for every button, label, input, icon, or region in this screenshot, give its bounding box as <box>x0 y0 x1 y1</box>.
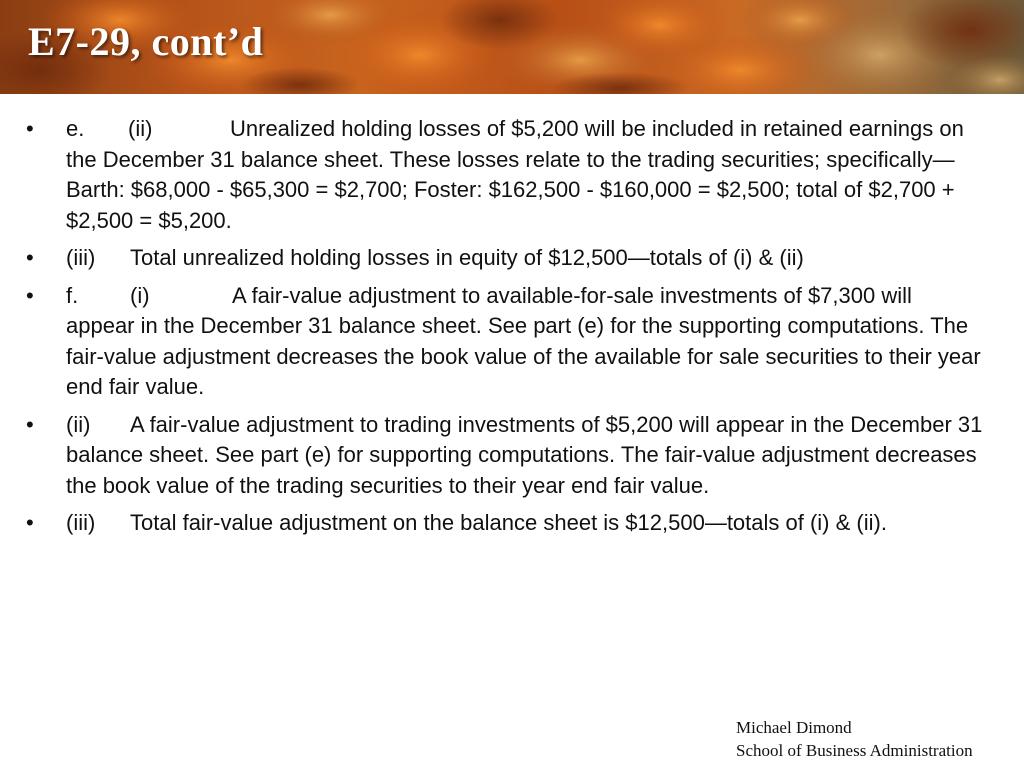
item-marker: f. <box>66 282 79 308</box>
item-marker: (iii) <box>66 510 96 535</box>
item-text: A fair-value adjustment to available-for-sale investments of $7,300 will appear in the December 31 balance sheet. See part (e) for the supporting computations. The fair-value adjustment decreases the book value of the available for sale securities to their year end fair value. <box>66 282 981 399</box>
bullet-icon: • <box>26 245 34 270</box>
slide-title: E7-29, cont’d <box>28 19 264 64</box>
bullet-icon: • <box>26 510 34 535</box>
list-item <box>26 243 986 274</box>
bullet-icon: • <box>26 411 34 437</box>
item-text: Total fair-value adjustment on the balance sheet is $12,500—totals of (i) & (ii). <box>130 510 887 535</box>
item-marker: (iii) <box>66 245 96 270</box>
item-marker: e. <box>66 116 85 141</box>
list-item <box>26 410 986 502</box>
footer-author: Michael Dimond <box>736 718 852 737</box>
bullet-icon: • <box>26 282 34 308</box>
bullet-icon: • <box>26 116 34 141</box>
list-item <box>26 114 986 236</box>
bullet-list <box>26 114 986 546</box>
footer-school: School of Business Administration <box>736 741 973 760</box>
item-submarker: (ii) <box>128 116 153 141</box>
item-submarker: (i) <box>130 282 150 308</box>
footer-credit <box>736 716 973 762</box>
list-item <box>26 508 986 539</box>
header-banner <box>0 0 1024 94</box>
item-text: Total unrealized holding losses in equity of $12,500—totals of (i) & (ii) <box>130 245 804 270</box>
item-text: Unrealized holding losses of $5,200 will be included in retained earnings on the December 31 balance sheet. These losses relate to the trading securities; specifically— Barth: $68,000 - $65,300 = $2,700; Foster: $162,500 - $160,000 = $2,500; total of $2,700 + $2,500 = $5,200. <box>66 116 964 233</box>
item-marker: (ii) <box>66 411 91 437</box>
item-text: A fair-value adjustment to trading investments of $5,200 will appear in the December 31 balance sheet. See part (e) for supporting computations. The fair-value adjustment decreases the book value of the trading securities to their year end fair value. <box>66 411 983 498</box>
list-item <box>26 281 986 403</box>
